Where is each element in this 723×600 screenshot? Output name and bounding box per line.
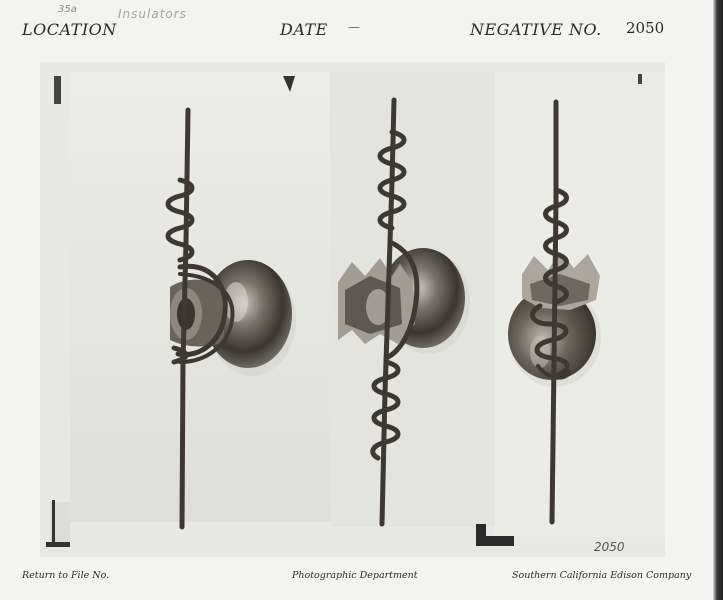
stand-left: [52, 500, 55, 544]
pencil-note-number: 35a: [58, 4, 77, 15]
corner-scribble: 2050: [594, 540, 625, 554]
photo-illustration: [40, 62, 665, 557]
insulator-photograph: [40, 62, 665, 557]
mark-top-right: [638, 74, 642, 84]
stand-left-base: [46, 542, 70, 547]
location-label: LOCATION: [22, 20, 117, 39]
negative-number: 2050: [626, 19, 665, 37]
pencil-note-subject: Insulators: [118, 7, 187, 21]
mark-top-left: [54, 76, 61, 104]
footer-department: Photographic Department: [292, 570, 418, 581]
negative-label: NEGATIVE NO.: [470, 20, 602, 39]
footer-company: Southern California Edison Company: [512, 570, 692, 581]
scan-edge: [713, 0, 723, 600]
date-label: DATE: [280, 20, 328, 39]
footer-file-label: Return to File No.: [22, 570, 110, 581]
date-value: —: [348, 20, 360, 34]
